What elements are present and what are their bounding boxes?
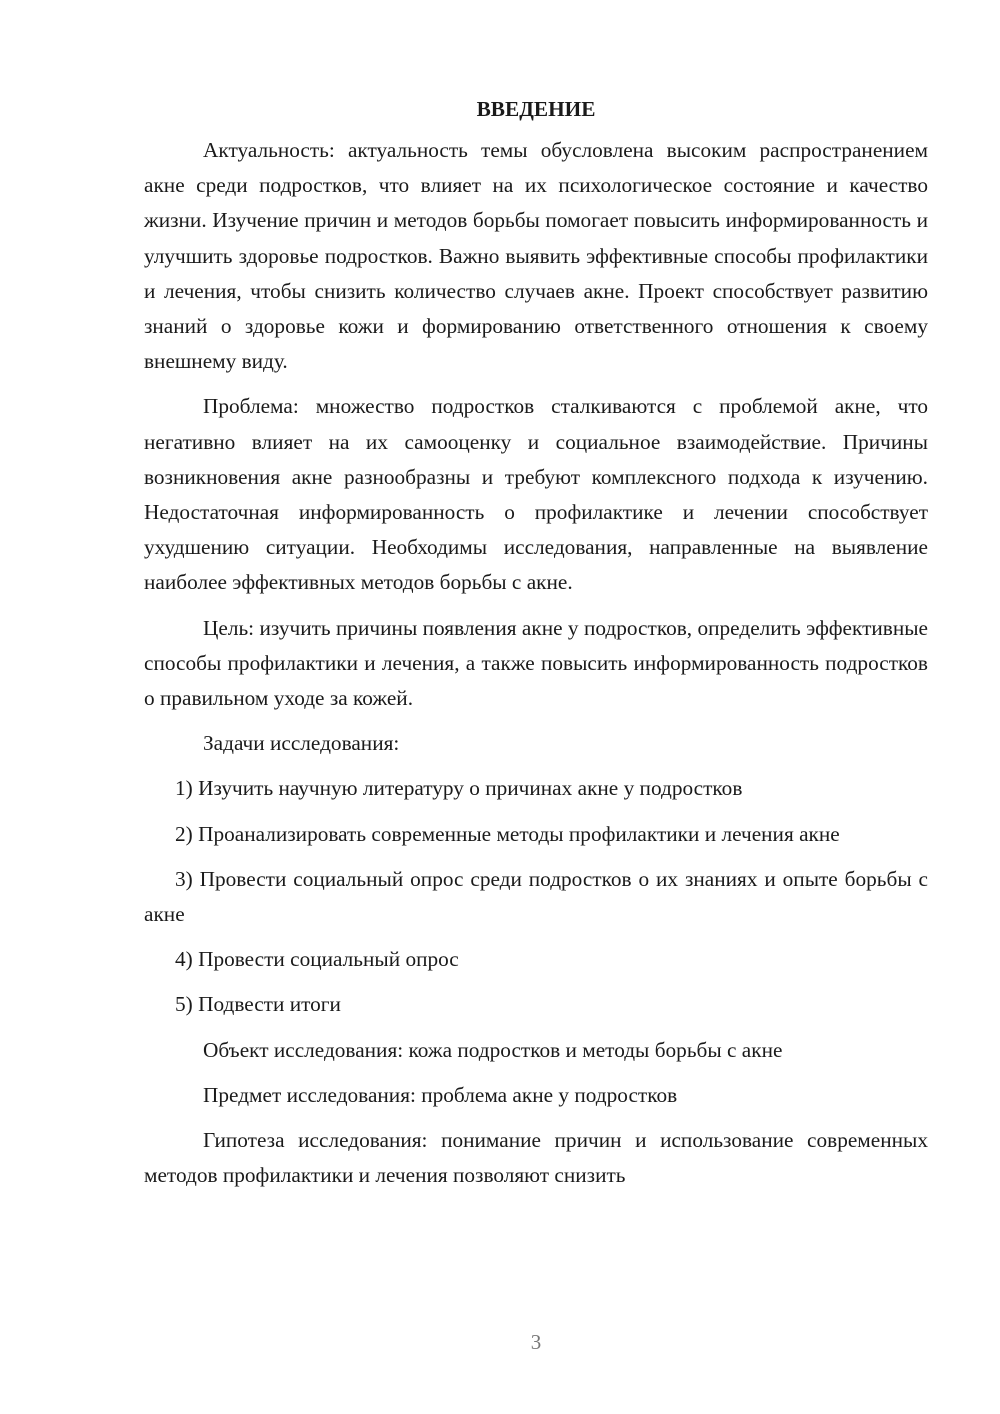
paragraph-problem: Проблема: множество подростков сталкиваются с проблемой акне, что негативно влияет на их самооценку и социальное взаимодействие. Причины возникновения акне разнообразны и требуют комплексного подхода к изучению. Недостаточная информированность о профилактике и лечении способствует ухудшению ситуации. Необходимы исследования, направленные на выявление наиболее эффективных методов борьбы с акне. xyxy=(144,394,928,595)
paragraph-object: Объект исследования: кожа подростков и методы борьбы с акне xyxy=(203,1037,783,1062)
page-title: ВВЕДЕНИЕ xyxy=(476,97,596,121)
list-item: 5) Подвести итоги xyxy=(175,992,341,1017)
page-number: 3 xyxy=(530,1330,542,1354)
paragraph-hypothesis: Гипотеза исследования: понимание причин и использование современных методов профилактики и лечения позволяют снизить xyxy=(144,1128,928,1188)
list-item: 2) Проанализировать современные методы профилактики и лечения акне xyxy=(175,821,840,846)
document-page xyxy=(144,92,928,1193)
list-item: 3) Провести социальный опрос среди подростков о их знаниях и опыте борьбы с акне xyxy=(144,866,928,927)
list-item: 4) Провести социальный опрос xyxy=(175,947,459,972)
paragraph-subject: Предмет исследования: проблема акне у подростков xyxy=(203,1082,678,1107)
paragraph-relevance: Актуальность: актуальность темы обусловлена высоким распространением акне среди подростков, что влияет на их психологическое состояние и качество жизни. Изучение причин и методов борьбы помогает повысить информированность и улучшить здоровье подростков. Важно выявить эффективные способы профилактики и лечения, чтобы снизить количество случаев акне. Проект способствует развитию знаний о здоровье кожи и формированию ответственного отношения к своему внешнему виду. xyxy=(144,138,928,374)
list-item: 1) Изучить научную литературу о причинах акне у подростков xyxy=(175,776,743,801)
tasks-heading: Задачи исследования: xyxy=(203,731,400,756)
paragraph-goal: Цель: изучить причины появления акне у подростков, определить эффективные способы профилактики и лечения, а также повысить информированность подростков о правильном уходе за кожей. xyxy=(144,615,928,711)
